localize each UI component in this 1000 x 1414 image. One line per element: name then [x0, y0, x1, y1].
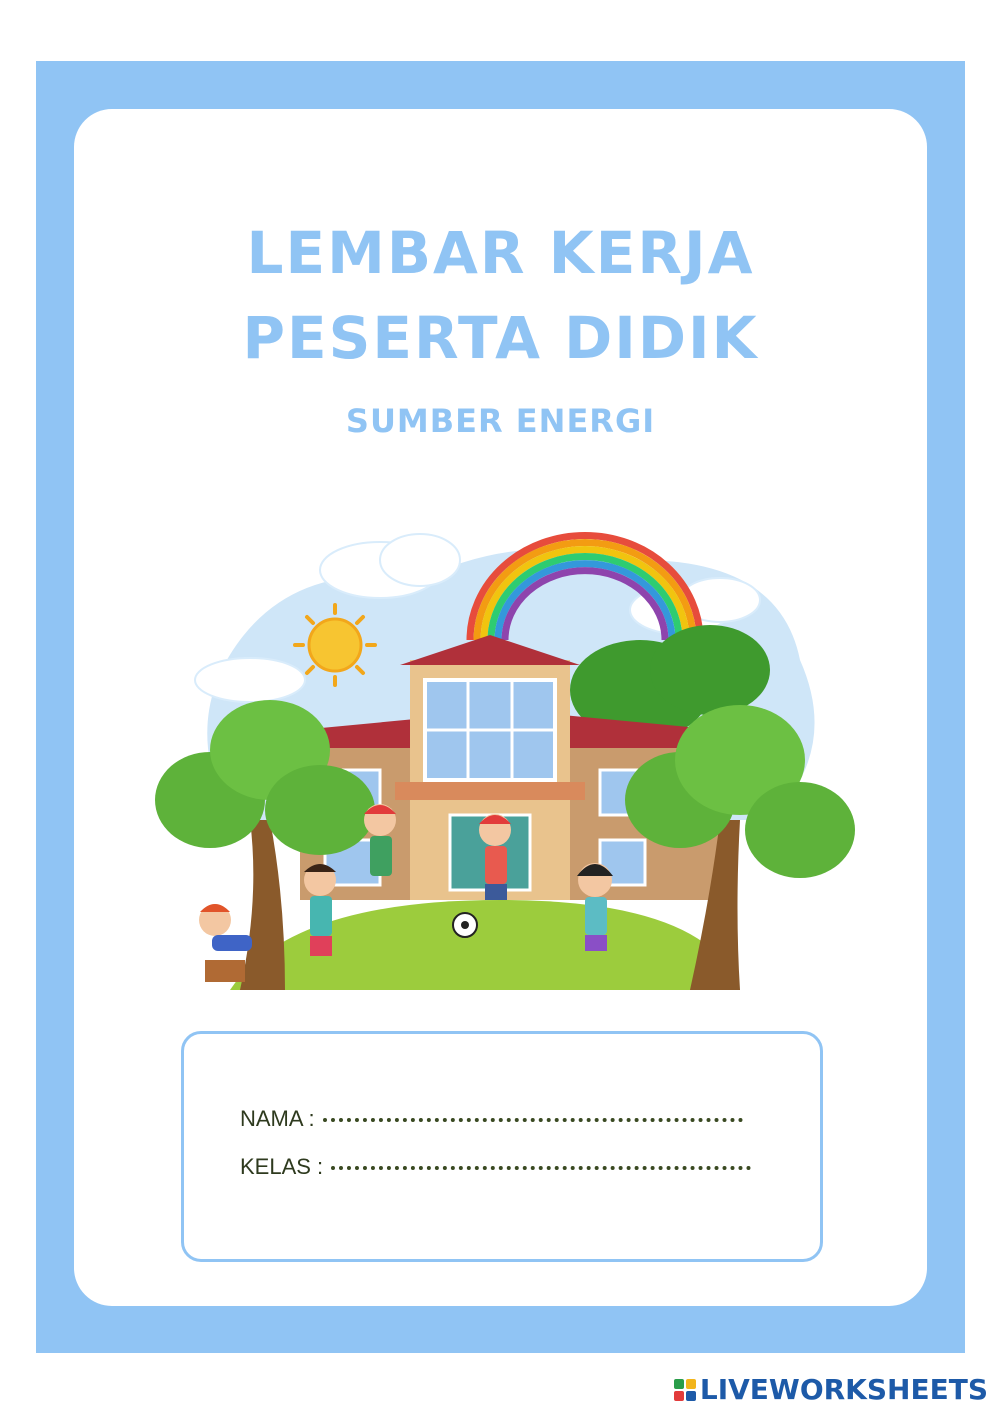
- name-field[interactable]: [323, 1114, 743, 1122]
- school-illustration: [120, 520, 880, 1020]
- class-label: KELAS :: [240, 1154, 324, 1179]
- subtitle: SUMBER ENERGI: [345, 402, 656, 440]
- class-field[interactable]: [331, 1162, 751, 1170]
- class-row: [240, 1154, 751, 1180]
- brand-name: LIVEWORKSHEETS: [699, 1373, 988, 1406]
- student-info-box: [181, 1031, 823, 1262]
- title-line-2: PESERTA DIDIK: [242, 304, 759, 372]
- name-row: [240, 1106, 743, 1132]
- brand-logo-icon: [674, 1379, 696, 1401]
- name-label: NAMA :: [240, 1106, 315, 1131]
- title-line-1: LEMBAR KERJA: [246, 219, 755, 287]
- soccer-ball-icon: [453, 913, 477, 937]
- liveworksheets-logo[interactable]: [674, 1373, 988, 1406]
